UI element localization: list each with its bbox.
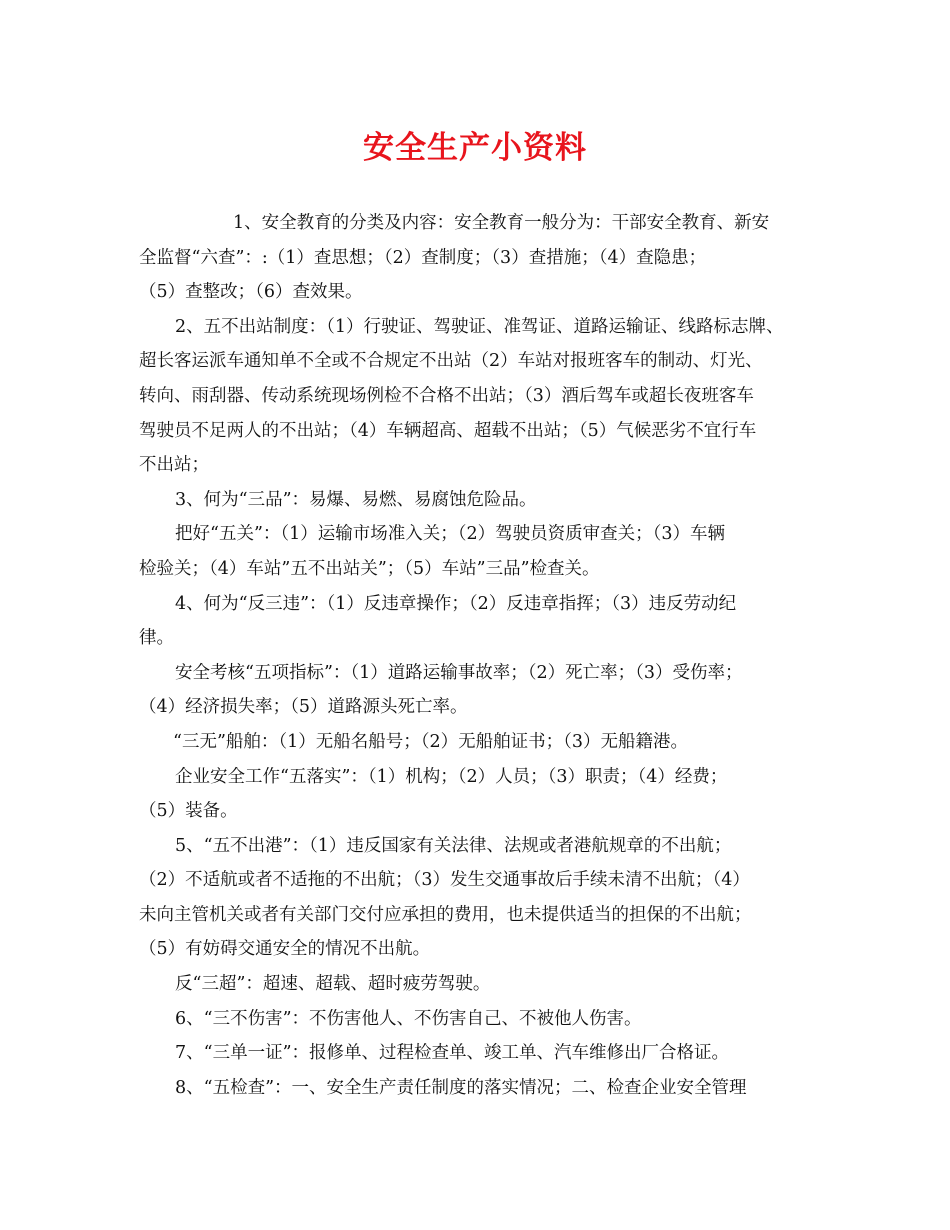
text-line: “三无”船舶：（1）无船名船号；（2）无船舶证书；（3）无船籍港。 <box>173 731 689 752</box>
text-line: 未向主管机关或者有关部门交付应承担的费用，也未提供适当的担保的不出航； <box>139 904 752 925</box>
text-line: 转向、雨刮器、传动系统现场例检不合格不出站；（3）酒后驾车或超长夜班客车 <box>139 385 754 406</box>
text-line: 企业安全工作“五落实”：（1）机构；（2）人员；（3）职责；（4）经费； <box>175 766 728 787</box>
text-line: （2）不适航或者不适拖的不出航；（3）发生交通事故后手续未清不出航；（4） <box>139 870 750 891</box>
text-line: 把好“五关”：（1）运输市场准入关；（2）驾驶员资质审查关；（3）车辆 <box>175 524 726 545</box>
document-title: 安全生产小资料 <box>363 130 587 166</box>
text-line: 4、何为“反三违”：（1）反违章操作；（2）反违章指挥；（3）违反劳动纪 <box>175 593 737 614</box>
text-line: （5）装备。 <box>139 801 238 822</box>
text-line: 全监督“六查”：:（1）查思想；（2）查制度；（3）查措施；（4）查隐患； <box>139 247 707 268</box>
text-line: 检验关；（4）车站”五不出站关”；（5）车站”三品”检查关。 <box>139 558 600 579</box>
text-line: 律。 <box>139 628 174 649</box>
text-line: 1、安全教育的分类及内容：安全教育一般分为：干部安全教育、新安 <box>233 213 770 233</box>
text-line: （5）有妨碍交通安全的情况不出航。 <box>139 939 431 960</box>
text-line: 安全考核“五项指标”：（1）道路运输事故率；（2）死亡率；（3）受伤率； <box>175 662 743 683</box>
text-line: 6、“三不伤害”：不伤害他人、不伤害自己、不被他人伤害。 <box>175 1008 642 1029</box>
text-line: 3、何为“三品”：易爆、易燃、易腐蚀危险品。 <box>175 489 537 510</box>
text-line: 超长客运派车通知单不全或不合规定不出站（2）车站对报班客车的制动、灯光、 <box>139 351 763 372</box>
text-line: 2、五不出站制度：（1）行驶证、驾驶证、准驾证、道路运输证、线路标志牌、 <box>175 316 784 337</box>
text-line: 5、“五不出港”：（1）违反国家有关法律、法规或者港航规章的不出航； <box>175 835 732 856</box>
text-line: 反“三超”：超速、超载、超时疲劳驾驶。 <box>175 974 491 995</box>
document-body <box>139 206 811 1105</box>
text-line: 驾驶员不足两人的不出站；（4）车辆超高、超载不出站；（5）气候恶劣不宜行车 <box>139 420 757 441</box>
text-line: 7、“三单一证”：报修单、过程检查单、竣工单、汽车维修出厂合格证。 <box>175 1043 730 1064</box>
text-line: （5）查整改；（6）查效果。 <box>139 282 363 303</box>
text-line: 8、“五检查”：一、安全生产责任制度的落实情况；二、检查企业安全管理 <box>175 1077 747 1098</box>
text-line: （4）经济损失率；（5）道路源头死亡率。 <box>139 697 468 718</box>
text-line: 不出站； <box>139 455 209 476</box>
